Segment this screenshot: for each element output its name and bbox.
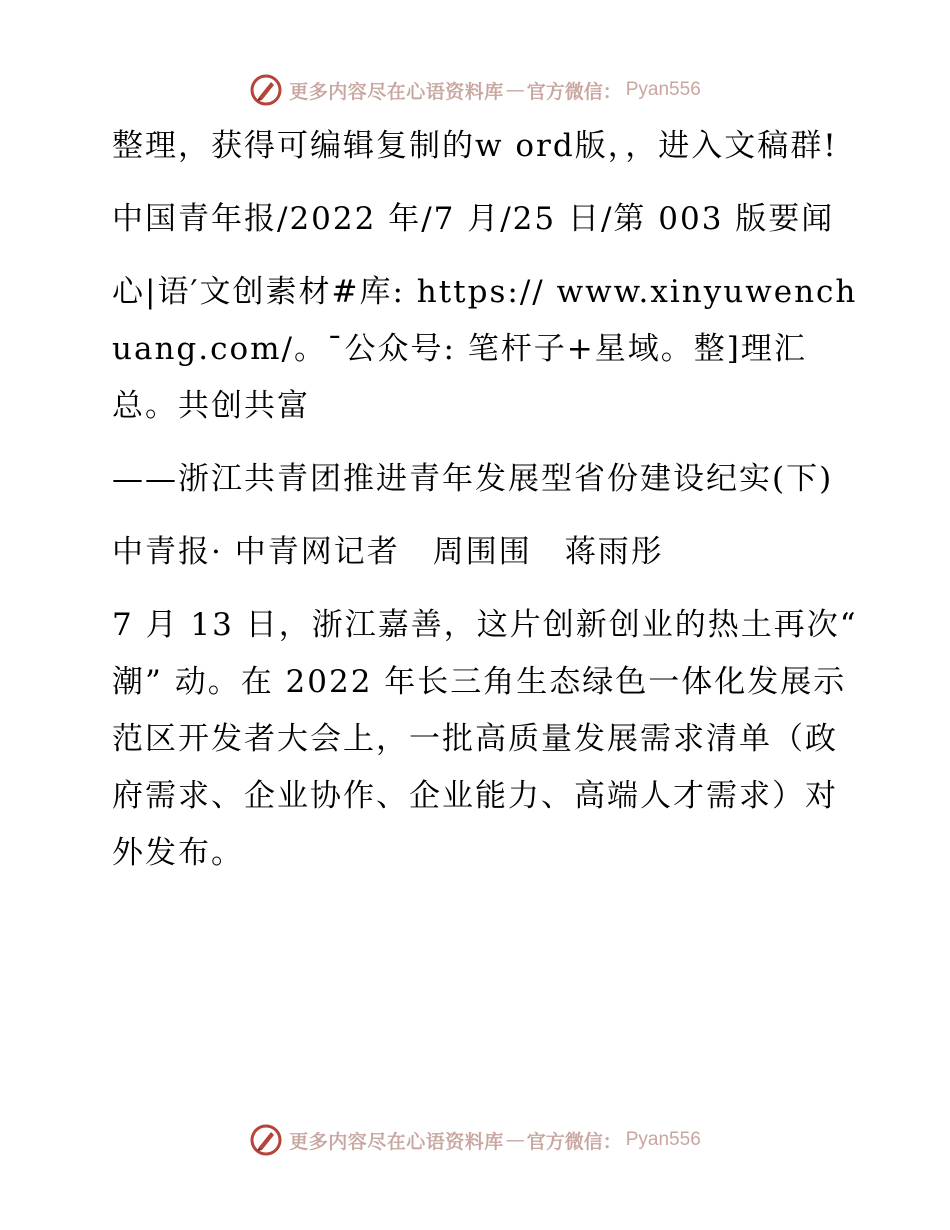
pen-logo-icon — [249, 73, 283, 107]
pen-logo-icon — [249, 1123, 283, 1157]
footer-banner-text: 更多内容尽在心语资料库 — [289, 1130, 504, 1153]
header-banner-text: 更多内容尽在心语资料库 — [289, 80, 504, 103]
paragraph-byline: 中青报· 中青网记者 周围围 蒋雨彤 — [112, 534, 664, 570]
paragraph-source: 中国青年报/2022 年/7 月/25 日/第 003 版要闻 — [112, 201, 835, 237]
paragraph-intro: 整理，获得可编辑复制的w ord版，，进入文稿群! — [112, 128, 838, 164]
paragraph-body: 7 月 13 日，浙江嘉善，这片创新创业的热土再次“ 潮” 动。在 2022 年长三角生态绿色一体化发展示范区开发者大会上，一批高质量发展需求清单（政府需求、企业协作、企业能力、高端人才需求）对外发布。 — [112, 607, 870, 871]
footer-banner-dash: — — [505, 1129, 525, 1151]
footer-banner — [0, 1120, 950, 1160]
document-body — [98, 118, 870, 882]
header-banner-dash: — — [505, 79, 525, 101]
footer-contact-handle: Pyan556 — [625, 1129, 701, 1150]
header-contact-label: 官方微信： — [526, 80, 622, 103]
header-contact-handle: Pyan556 — [625, 79, 701, 100]
paragraph-subtitle: ——浙江共青团推进青年发展型省份建设纪实(下) — [112, 461, 834, 497]
paragraph-watermark: 心|语′文创素材#库: https:// www.xinyuwenchuang.com/。¯公众号: 笔杆子+星域。整]理汇总。共创共富 — [112, 274, 858, 424]
header-banner — [0, 70, 950, 110]
footer-contact-label: 官方微信： — [526, 1130, 622, 1153]
